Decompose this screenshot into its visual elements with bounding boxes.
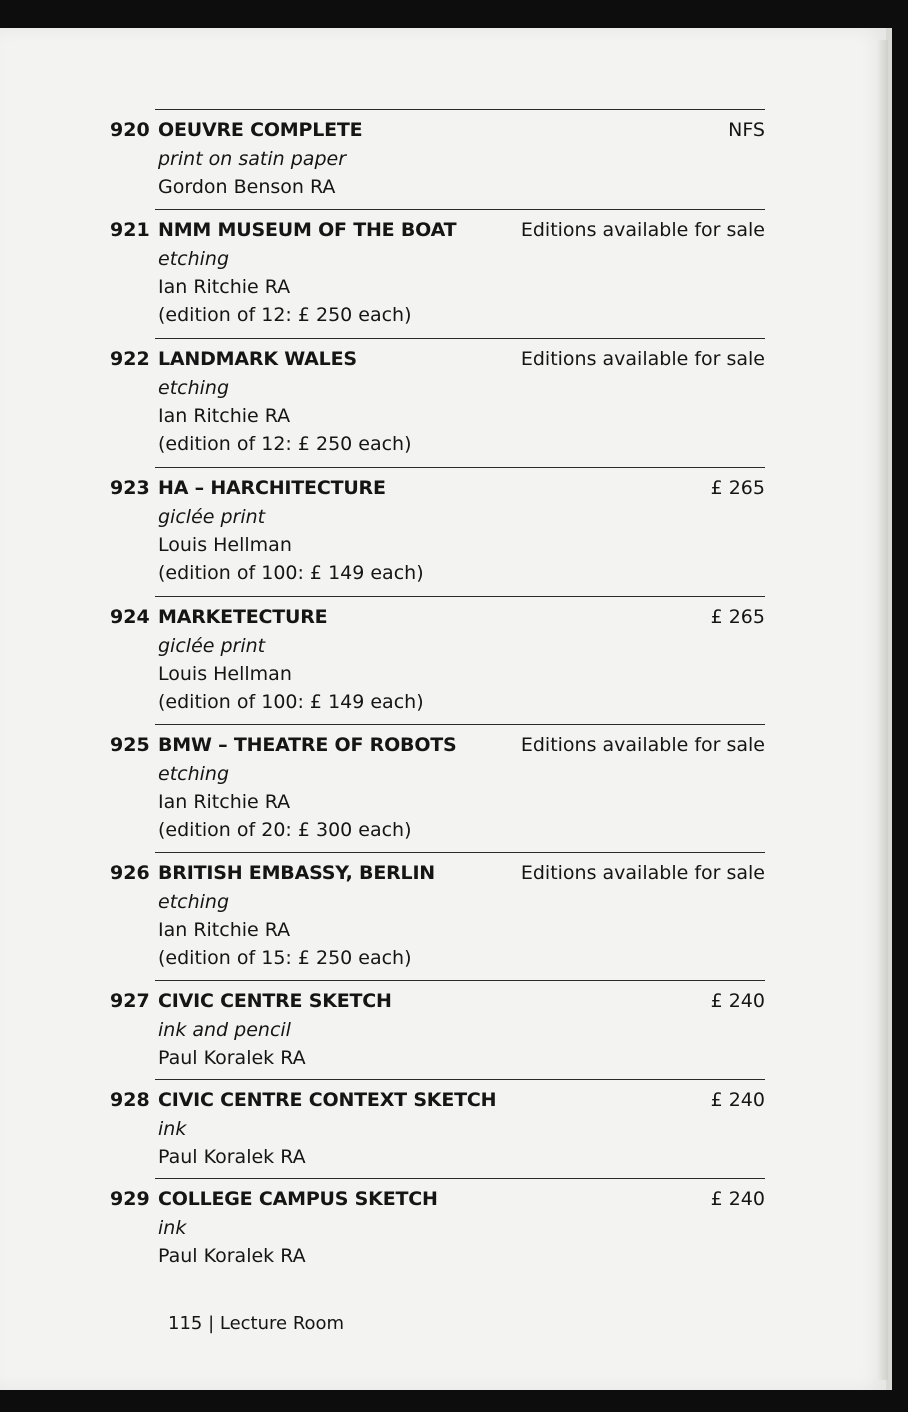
page-edge [878, 40, 888, 1380]
entry-number: 925 [110, 734, 150, 756]
entry-artist: Paul Koralek RA [158, 1146, 306, 1168]
entry-artist: Louis Hellman [158, 663, 292, 685]
entry-price: £ 265 [710, 606, 765, 628]
entry-price: Editions available for sale [520, 219, 765, 241]
entry-edition: (edition of 100: £ 149 each) [158, 691, 424, 713]
entry-artist: Ian Ritchie RA [158, 405, 291, 427]
entry-edition: (edition of 15: £ 250 each) [158, 947, 412, 969]
page-footer: 115 | Lecture Room [168, 1313, 345, 1334]
entry-divider [155, 467, 765, 468]
entry-edition: (edition of 12: £ 250 each) [158, 433, 412, 455]
entry-edition: (edition of 100: £ 149 each) [158, 562, 424, 584]
entry-divider [155, 1178, 765, 1179]
entry-price: Editions available for sale [520, 734, 765, 756]
entry-medium: etching [158, 763, 230, 785]
entry-title: MARKETECTURE [158, 606, 328, 628]
entry-number: 922 [110, 348, 150, 370]
entry-number: 921 [110, 219, 150, 241]
entry-artist: Gordon Benson RA [158, 176, 336, 198]
entry-price: Editions available for sale [520, 862, 765, 884]
entry-divider [155, 724, 765, 725]
entry-title: CIVIC CENTRE CONTEXT SKETCH [158, 1089, 497, 1111]
entry-title: CIVIC CENTRE SKETCH [158, 990, 392, 1012]
entry-artist: Paul Koralek RA [158, 1245, 306, 1267]
entry-title: BRITISH EMBASSY, BERLIN [158, 862, 436, 884]
entry-medium: giclée print [158, 506, 266, 528]
entry-price: £ 240 [710, 990, 765, 1012]
entry-artist: Ian Ritchie RA [158, 919, 291, 941]
entry-divider [155, 596, 765, 597]
entry-divider [155, 338, 765, 339]
entry-title: HA – HARCHITECTURE [158, 477, 386, 499]
entry-price: £ 240 [710, 1188, 765, 1210]
entry-divider [155, 209, 765, 210]
entry-artist: Ian Ritchie RA [158, 791, 291, 813]
entry-edition: (edition of 12: £ 250 each) [158, 304, 412, 326]
entry-artist: Louis Hellman [158, 534, 292, 556]
entry-title: OEUVRE COMPLETE [158, 119, 363, 141]
entry-number: 926 [110, 862, 150, 884]
entry-title: COLLEGE CAMPUS SKETCH [158, 1188, 438, 1210]
entry-number: 927 [110, 990, 150, 1012]
entry-divider [155, 852, 765, 853]
entry-price: NFS [728, 119, 765, 141]
entry-price: Editions available for sale [520, 348, 765, 370]
entry-number: 920 [110, 119, 150, 141]
entry-medium: ink and pencil [158, 1019, 291, 1041]
entry-title: LANDMARK WALES [158, 348, 357, 370]
entry-title: BMW – THEATRE OF ROBOTS [158, 734, 457, 756]
entry-price: £ 265 [710, 477, 765, 499]
entry-divider [155, 980, 765, 981]
entry-medium: ink [158, 1118, 187, 1140]
entry-medium: ink [158, 1217, 187, 1239]
entry-number: 923 [110, 477, 150, 499]
entry-number: 929 [110, 1188, 150, 1210]
entry-artist: Paul Koralek RA [158, 1047, 306, 1069]
entry-medium: giclée print [158, 635, 266, 657]
entry-number: 928 [110, 1089, 150, 1111]
entry-medium: etching [158, 891, 230, 913]
entry-divider [155, 1079, 765, 1080]
entry-medium: etching [158, 248, 230, 270]
entry-title: NMM MUSEUM OF THE BOAT [158, 219, 457, 241]
entry-divider [155, 109, 765, 110]
entry-price: £ 240 [710, 1089, 765, 1111]
entry-artist: Ian Ritchie RA [158, 276, 291, 298]
entry-edition: (edition of 20: £ 300 each) [158, 819, 412, 841]
entry-medium: print on satin paper [158, 148, 347, 170]
entry-number: 924 [110, 606, 150, 628]
entry-medium: etching [158, 377, 230, 399]
